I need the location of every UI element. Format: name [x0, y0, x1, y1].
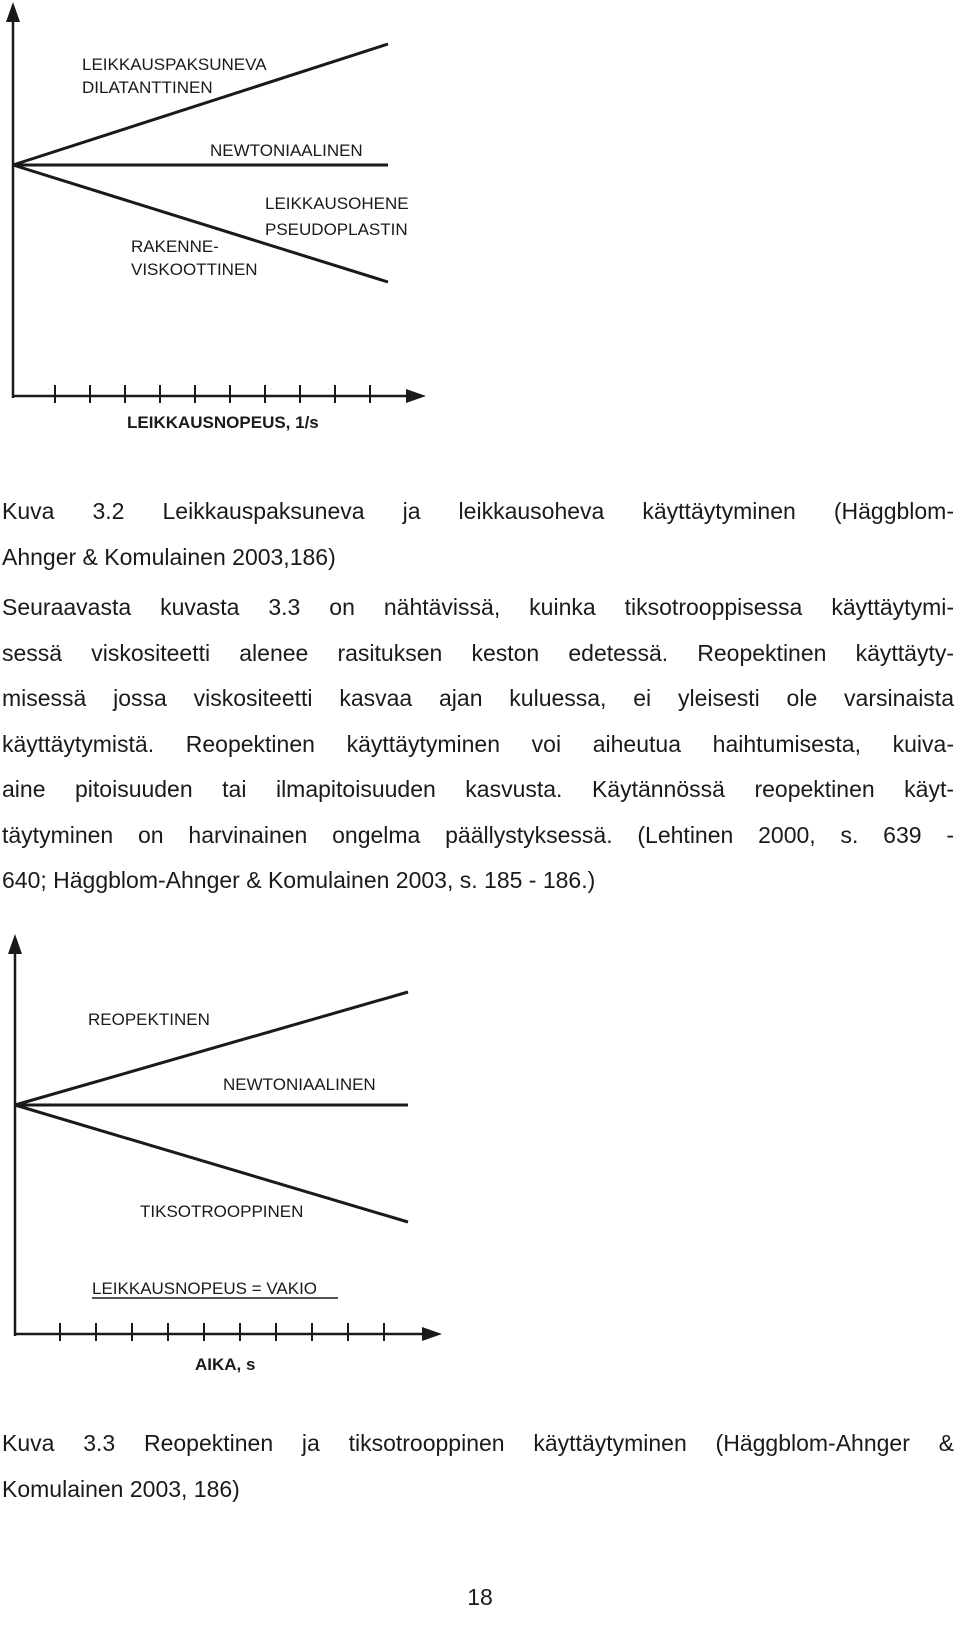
x-axis-ticks	[55, 385, 370, 403]
caption-line: Ahnger & Komulainen 2003,186)	[2, 544, 336, 570]
figure-shear-rate-behavior	[0, 0, 460, 450]
paragraph-line: täytyminen on harvinainen ongelma päällystyksessä. (Lehtinen 2000, s. 639 -	[2, 821, 954, 848]
paragraph-line: misessä jossa viskositeetti kasvaa ajan kuluessa, ei yleisesti ole varsinaista	[2, 685, 954, 711]
label-pseudoplastic-1: LEIKKAUSOHENE	[265, 194, 409, 213]
figure-time-behavior	[0, 960, 460, 1390]
label-dilatant-2: DILATANTTINEN	[82, 78, 213, 97]
y-axis-arrow-icon	[6, 2, 20, 22]
x-axis-arrow-icon	[422, 1327, 442, 1341]
label-rheopectic: REOPEKTINEN	[88, 1010, 210, 1029]
x-axis-title: AIKA, s	[195, 1355, 256, 1374]
paragraph-line: sessä viskositeetti alenee rasituksen keston edetessä. Reopektinen käyttäyty-	[2, 639, 954, 666]
paragraph-line: Seuraavasta kuvasta 3.3 on nähtävissä, kuinka tiksotrooppisessa käyttäytymi-	[2, 594, 954, 620]
label-constant-shear: LEIKKAUSNOPEUS = VAKIO	[92, 1279, 318, 1298]
paragraph-line: 640; Häggblom-Ahnger & Komulainen 2003, s. 185 - 186.)	[2, 867, 596, 893]
figure-caption-3-2	[2, 488, 954, 580]
caption-line: Kuva 3.2 Leikkauspaksuneva ja leikkausoheva käyttäytyminen (Häggblom-	[2, 498, 954, 524]
x-axis-arrow-icon	[406, 389, 426, 403]
label-structural-1: RAKENNE-	[131, 237, 219, 256]
page-number: 18	[467, 1584, 493, 1610]
y-axis-arrow-icon	[8, 934, 22, 954]
label-structural-2: VISKOOTTINEN	[131, 260, 258, 279]
figure-caption-3-3	[2, 1420, 954, 1512]
x-axis-title: LEIKKAUSNOPEUS, 1/s	[127, 413, 319, 432]
paragraph-line: käyttäytymistä. Reopektinen käyttäytyminen voi aiheutua haihtumisesta, kuiva-	[2, 730, 954, 757]
x-axis-ticks	[60, 1323, 384, 1341]
paragraph-line: aine pitoisuuden tai ilmapitoisuuden kasvusta. Käytännössä reopektinen käyt-	[2, 776, 954, 802]
caption-line: Kuva 3.3 Reopektinen ja tiksotrooppinen käyttäytyminen (Häggblom-Ahnger &	[2, 1430, 954, 1456]
label-thixotropic: TIKSOTROOPPINEN	[140, 1202, 304, 1221]
label-newtonian: NEWTONIAALINEN	[210, 141, 363, 160]
label-dilatant-1: LEIKKAUSPAKSUNEVA	[82, 55, 267, 74]
label-pseudoplastic-2: PSEUDOPLASTIN	[265, 220, 408, 239]
body-paragraph	[2, 585, 954, 904]
label-newtonian: NEWTONIAALINEN	[223, 1075, 376, 1094]
caption-line: Komulainen 2003, 186)	[2, 1476, 240, 1502]
